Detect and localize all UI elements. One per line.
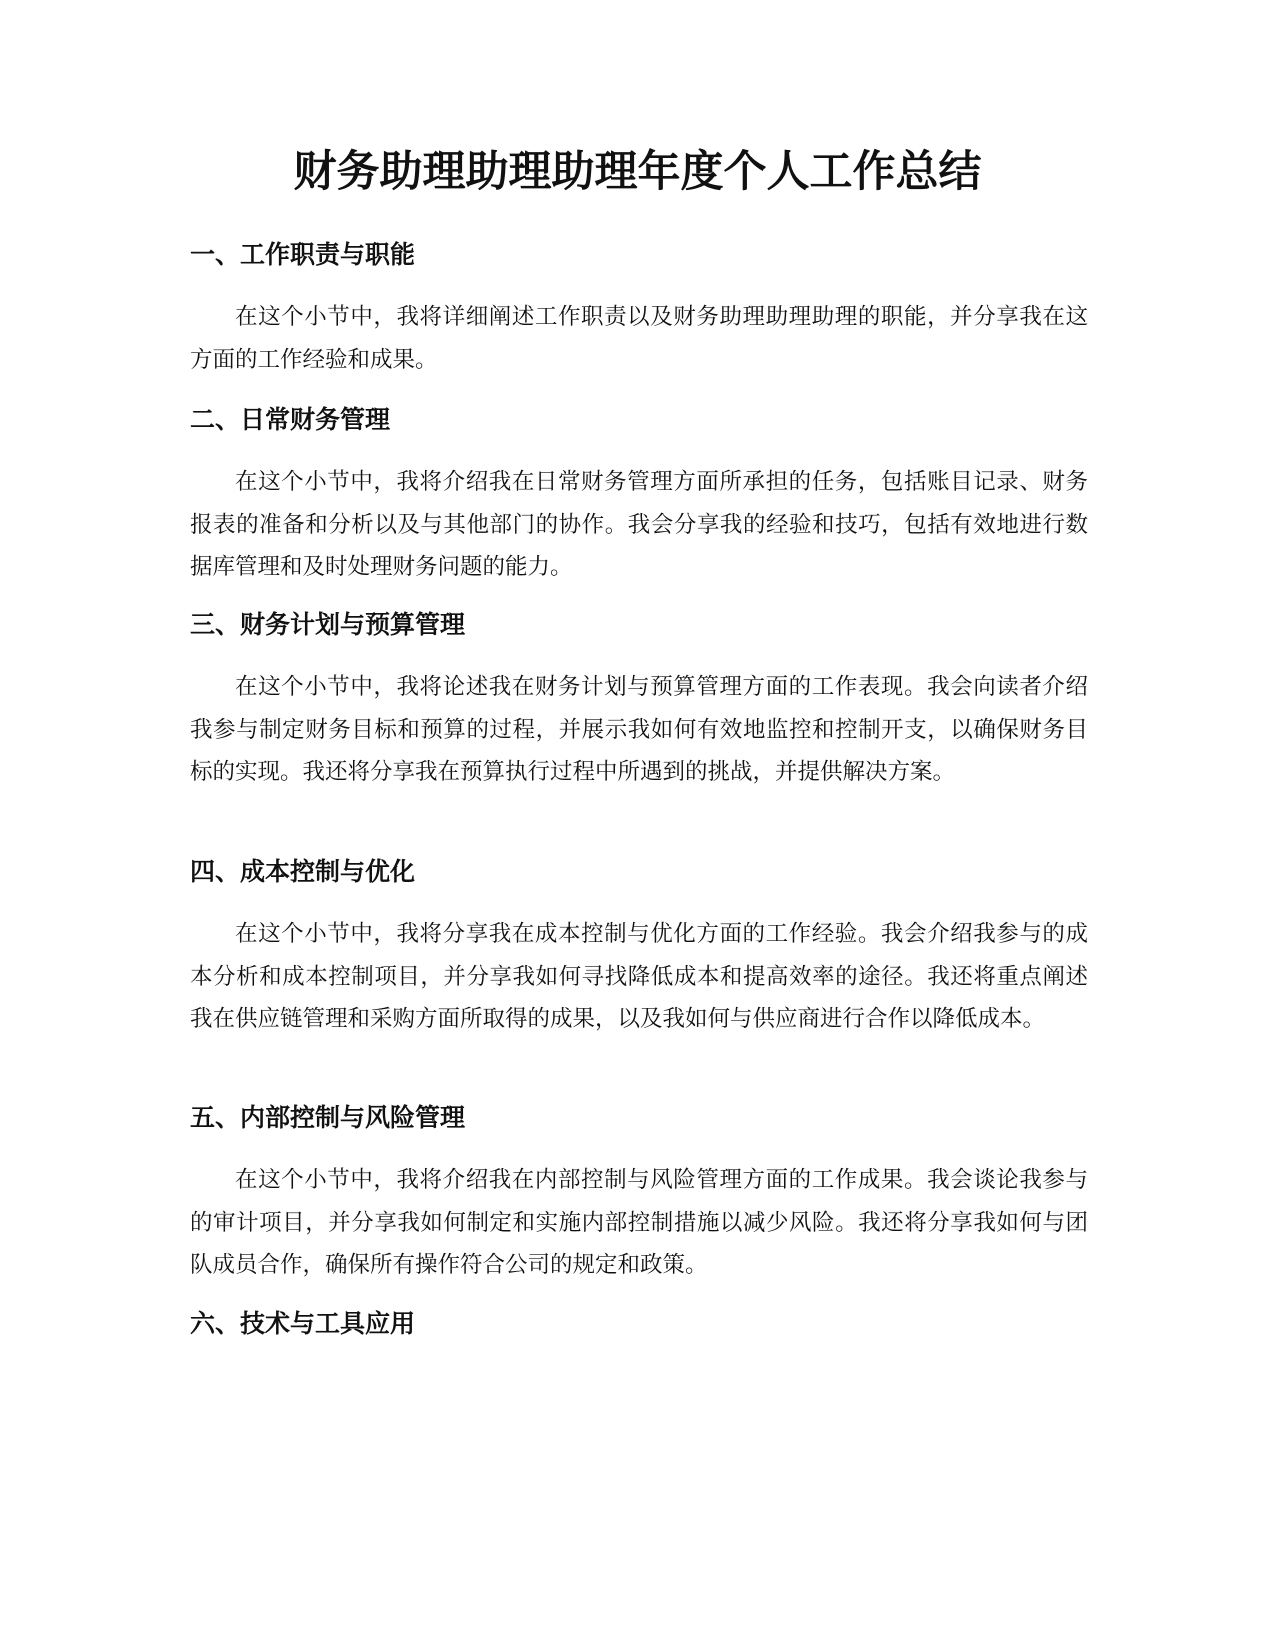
section-paragraph-1: 在这个小节中，我将详细阐述工作职责以及财务助理助理助理的职能，并分享我在这方面的工作经验和成果。 — [190, 304, 1088, 373]
section-paragraph-4: 在这个小节中，我将分享我在成本控制与优化方面的工作经验。我会介绍我参与的成本分析和成本控制项目，并分享我如何寻找降低成本和提高效率的途径。我还将重点阐述我在供应链管理和采购方面所取得的成果，以及我如何与供应商进行合作以降低成本。 — [190, 921, 1088, 1032]
section-paragraph-5: 在这个小节中，我将介绍我在内部控制与风险管理方面的工作成果。我会谈论我参与的审计项目，并分享我如何制定和实施内部控制措施以减少风险。我还将分享我如何与团队成员合作，确保所有操作符合公司的规定和政策。 — [190, 1167, 1088, 1278]
section-paragraph-2: 在这个小节中，我将介绍我在日常财务管理方面所承担的任务，包括账目记录、财务报表的准备和分析以及与其他部门的协作。我会分享我的经验和技巧，包括有效地进行数据库管理和及时处理财务问题的能力。 — [190, 469, 1088, 580]
section-heading-6: 六、技术与工具应用 — [190, 1309, 416, 1338]
document-title: 财务助理助理助理年度个人工作总结 — [293, 147, 982, 197]
section-heading-3: 三、财务计划与预算管理 — [190, 610, 466, 639]
section-heading-2: 二、日常财务管理 — [190, 405, 391, 434]
section-heading-5: 五、内部控制与风险管理 — [190, 1103, 466, 1132]
section-paragraph-3: 在这个小节中，我将论述我在财务计划与预算管理方面的工作表现。我会向读者介绍我参与制定财务目标和预算的过程，并展示我如何有效地监控和控制开支，以确保财务目标的实现。我还将分享我在预算执行过程中所遇到的挑战，并提供解决方案。 — [190, 674, 1088, 785]
section-heading-1: 一、工作职责与职能 — [190, 240, 416, 269]
section-heading-4: 四、成本控制与优化 — [190, 857, 416, 886]
